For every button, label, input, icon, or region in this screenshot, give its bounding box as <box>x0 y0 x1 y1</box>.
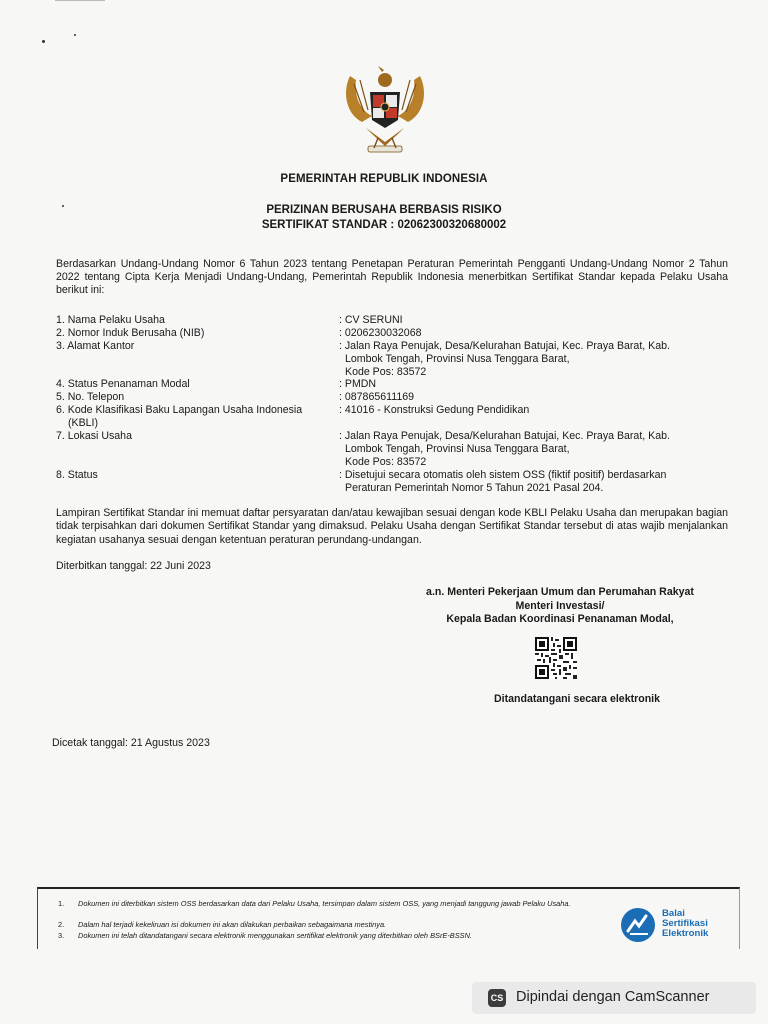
field-value <box>339 430 719 469</box>
field-label: 5. No. Telepon <box>56 391 125 403</box>
certificate-number: SERTIFIKAT STANDAR : 02062300320680002 <box>261 219 507 231</box>
printed-date: Dicetak tanggal: 21 Agustus 2023 <box>52 737 210 749</box>
kbli-label-line: (KBLI) <box>68 417 99 429</box>
document-title <box>0 203 768 233</box>
location-line: : Jalan Raya Penujak, Desa/Kelurahan Batujai, Kec. Praya Barat, Kab. <box>339 430 670 442</box>
status-line: : Disetujui secara otomatis oleh sistem OSS (fiktif positif) berdasarkan <box>339 469 667 481</box>
address-line: : Jalan Raya Penujak, Desa/Kelurahan Batujai, Kec. Praya Barat, Kab. <box>339 340 670 352</box>
footer-note-text: Dokumen ini telah ditandatangani secara elektronik menggunakan sertifikat elektronik yang diterbitkan oleh BSrE-BSSN. <box>78 931 472 940</box>
location-line: Kode Pos: 83572 <box>345 456 427 468</box>
footer-note-number: 2. <box>58 920 65 929</box>
field-label: 7. Lokasi Usaha <box>56 430 132 442</box>
field-label: 8. Status <box>56 469 98 481</box>
bsre-line: Elektronik <box>662 928 709 939</box>
field-value: : CV SERUNI <box>339 314 403 326</box>
signatory-line: Menteri Investasi/ <box>515 599 605 612</box>
footer-note-number: 1. <box>58 899 65 908</box>
garuda-emblem-icon <box>338 62 432 156</box>
address-line: Kode Pos: 83572 <box>345 366 427 378</box>
footer-note-number: 3. <box>58 931 65 940</box>
camscanner-watermark <box>472 982 756 1014</box>
scan-speck <box>74 34 76 36</box>
issued-date: Diterbitkan tanggal: 22 Juni 2023 <box>56 560 211 572</box>
field-value: : PMDN <box>339 378 377 390</box>
bsre-logo-icon <box>620 907 656 943</box>
permit-title: PERIZINAN BERUSAHA BERBASIS RISIKO <box>266 204 502 216</box>
electronic-signature-note: Ditandatangani secara elektronik <box>493 693 661 705</box>
qr-code-icon <box>535 637 577 679</box>
camscanner-label: Dipindai dengan CamScanner <box>516 989 710 1005</box>
bsre-logo-text <box>662 909 708 939</box>
bsre-logo <box>620 907 730 947</box>
bsre-line: Balai <box>662 908 685 919</box>
footer-note-text: Dokumen ini diterbitkan sistem OSS berdasarkan data dari Pelaku Usaha, tersimpan dalam sistem OSS, yang menjadi tanggung jawab Pelaku Usaha. <box>78 899 571 908</box>
field-label <box>56 404 316 430</box>
field-value <box>339 469 719 495</box>
location-line: Lombok Tengah, Provinsi Nusa Tenggara Barat, <box>345 443 570 455</box>
field-value: : 0206230032068 <box>339 327 422 339</box>
status-line: Peraturan Pemerintah Nomor 5 Tahun 2021 Pasal 204. <box>345 482 604 494</box>
field-label: 3. Alamat Kantor <box>56 340 135 352</box>
address-line: Lombok Tengah, Provinsi Nusa Tenggara Barat, <box>345 353 570 365</box>
field-value: : 087865611169 <box>339 391 415 403</box>
intro-paragraph: Berdasarkan Undang-Undang Nomor 6 Tahun 2023 tentang Penetapan Peraturan Pemerintah Pengganti Undang-Undang Nomor 2 Tahun 2022 tentang Cipta Kerja Menjadi Undang-Undang, Pemerintah Republik Indonesia menerbitkan Sertifikat Standar kepada Pelaku Usaha berikut ini: <box>56 258 728 296</box>
attachment-paragraph: Lampiran Sertifikat Standar ini memuat daftar persyaratan dan/atau kewajiban sesuai dengan kode KBLI Pelaku Usaha dan merupakan bagian tidak terpisahkan dari dokumen Sertifikat Standar yang dimaksud. Pelaku Usaha dengan Sertifikat Standar tersebut di atas wajib menjalankan kegiatan usahanya sesuai dengan ketentuan peraturan perundang-undangan. <box>56 507 728 546</box>
kbli-label-line: 6. Kode Klasifikasi Baku Lapangan Usaha Indonesia <box>56 404 303 416</box>
signatory-block <box>380 586 740 627</box>
field-value <box>339 340 719 379</box>
scan-edge-line <box>55 0 105 1</box>
camscanner-icon: CS <box>488 989 506 1007</box>
signatory-line: Kepala Badan Koordinasi Penanaman Modal, <box>446 613 674 625</box>
signatory-line: a.n. Menteri Pekerjaan Umum dan Perumahan Rakyat <box>426 586 694 598</box>
bsre-line: Sertifikasi <box>662 918 708 929</box>
field-label: 1. Nama Pelaku Usaha <box>56 314 165 326</box>
footer-notes-box <box>37 887 740 949</box>
footer-note-text: Dalam hal terjadi kekeliruan isi dokumen ini akan dilakukan perbaikan sebagaimana mestinya. <box>78 920 387 929</box>
scan-speck <box>42 40 45 43</box>
government-title: PEMERINTAH REPUBLIK INDONESIA <box>280 173 488 185</box>
field-label: 4. Status Penanaman Modal <box>56 378 190 390</box>
field-value: : 41016 - Konstruksi Gedung Pendidikan <box>339 404 530 416</box>
field-label: 2. Nomor Induk Berusaha (NIB) <box>56 327 205 339</box>
